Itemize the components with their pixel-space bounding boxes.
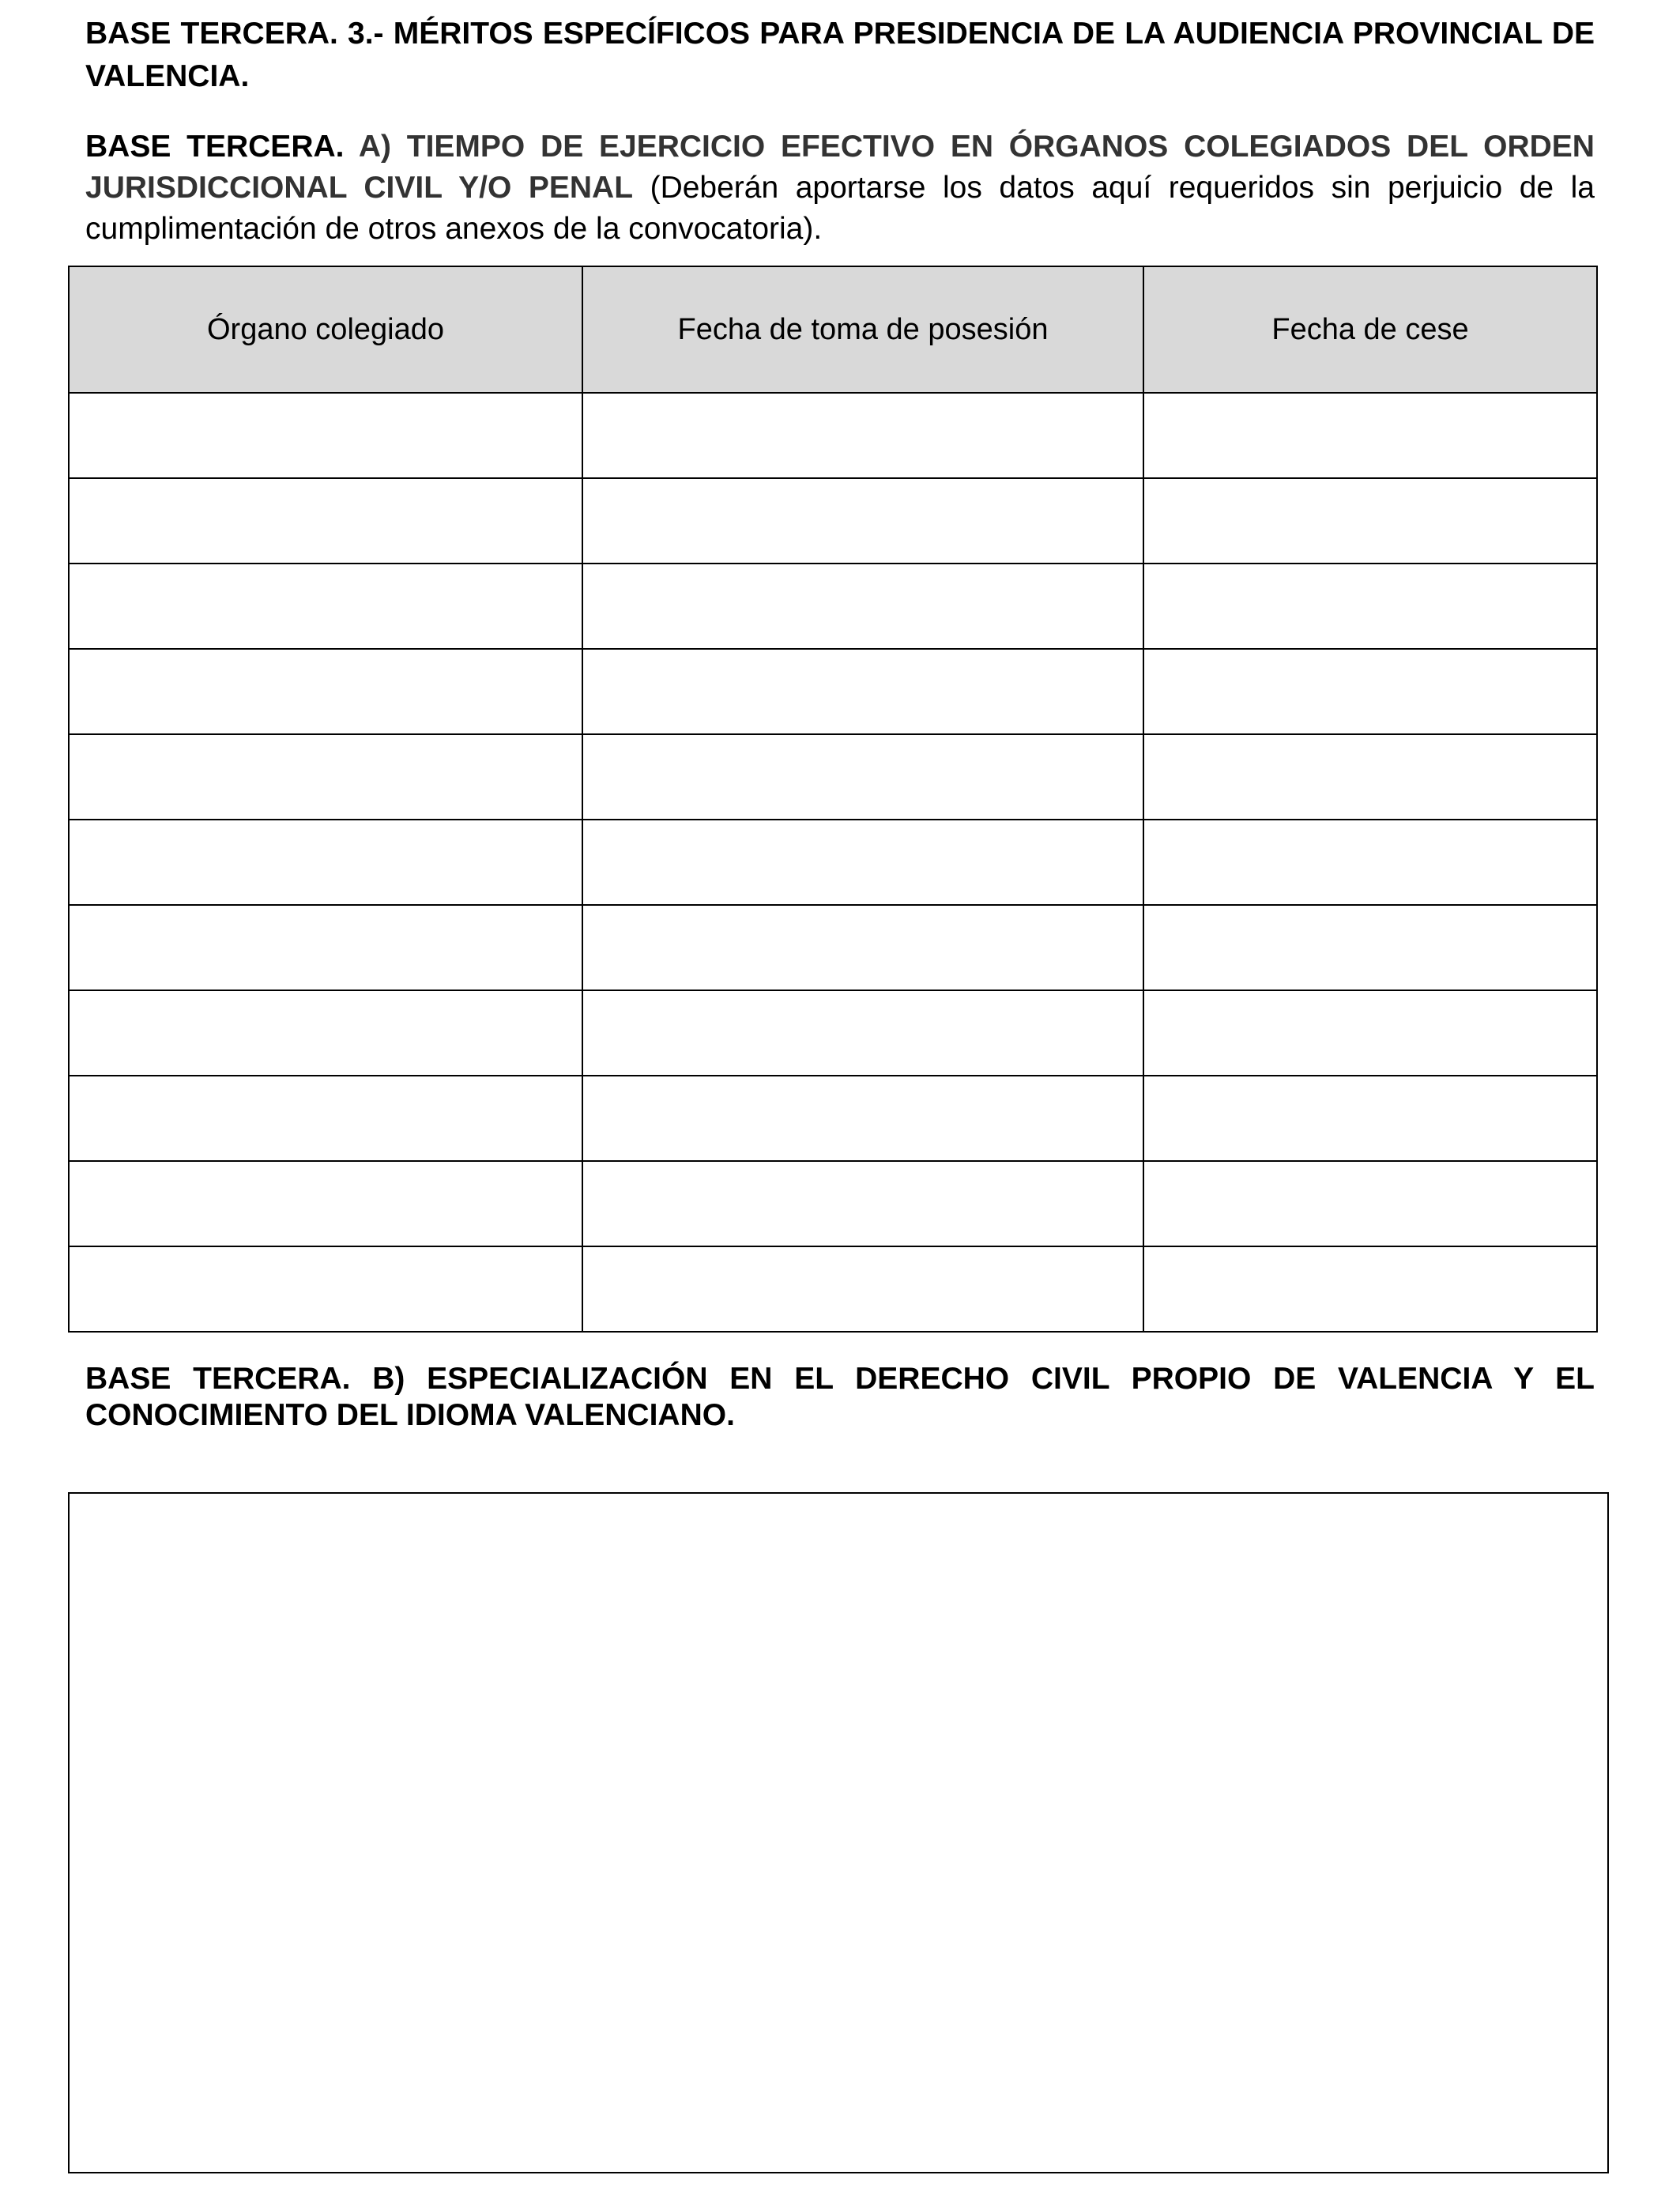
cell-organo-colegiado[interactable] [69,564,582,649]
cell-fecha-toma-posesion[interactable] [582,478,1143,564]
table-row [69,649,1597,734]
table-row [69,905,1597,990]
cell-organo-colegiado[interactable] [69,734,582,820]
table-row [69,478,1597,564]
cell-fecha-toma-posesion[interactable] [582,1246,1143,1332]
header-fecha-toma-posesion: Fecha de toma de posesión [582,266,1143,393]
cell-organo-colegiado[interactable] [69,1161,582,1246]
cell-fecha-cese[interactable] [1143,820,1597,905]
cell-fecha-toma-posesion[interactable] [582,990,1143,1076]
table-row [69,564,1597,649]
header-fecha-cese: Fecha de cese [1143,266,1597,393]
table-row [69,1246,1597,1332]
table-row [69,1076,1597,1161]
section-a-title: A) TIEMPO DE EJERCICIO EFECTIVO EN ÓRGANOS COLEGIADOS DEL ORDEN JURISDICCIONAL CIVIL Y/O PENAL [85,130,1595,205]
cell-fecha-cese[interactable] [1143,478,1597,564]
organos-colegiados-table [68,266,1598,1333]
cell-fecha-cese[interactable] [1143,1161,1597,1246]
table-row [69,990,1597,1076]
section-b-title: BASE TERCERA. B) ESPECIALIZACIÓN EN EL DERECHO CIVIL PROPIO DE VALENCIA Y EL CONOCIMIENTO DEL IDIOMA VALENCIANO. [85,1362,1595,1432]
cell-organo-colegiado[interactable] [69,1246,582,1332]
table-header-row [69,266,1597,393]
section-b-text-area[interactable] [68,1492,1609,2173]
table-row [69,734,1597,820]
cell-organo-colegiado[interactable] [69,478,582,564]
cell-organo-colegiado[interactable] [69,820,582,905]
cell-fecha-toma-posesion[interactable] [582,820,1143,905]
table-row [69,1161,1597,1246]
cell-fecha-cese[interactable] [1143,905,1597,990]
main-section-title: BASE TERCERA. 3.- MÉRITOS ESPECÍFICOS PARA PRESIDENCIA DE LA AUDIENCIA PROVINCIAL DE VALENCIA. [85,17,1595,93]
cell-fecha-toma-posesion[interactable] [582,905,1143,990]
cell-fecha-cese[interactable] [1143,564,1597,649]
cell-organo-colegiado[interactable] [69,990,582,1076]
table-row [69,393,1597,478]
cell-fecha-cese[interactable] [1143,734,1597,820]
cell-fecha-toma-posesion[interactable] [582,564,1143,649]
cell-fecha-cese[interactable] [1143,393,1597,478]
cell-fecha-cese[interactable] [1143,1076,1597,1161]
cell-fecha-cese[interactable] [1143,990,1597,1076]
cell-fecha-toma-posesion[interactable] [582,1161,1143,1246]
cell-organo-colegiado[interactable] [69,1076,582,1161]
section-a-note: (Deberán aportarse los datos aquí requeridos sin perjuicio de la cumplimentación de otros anexos de la convocatoria). [85,171,1595,246]
cell-fecha-cese[interactable] [1143,1246,1597,1332]
cell-fecha-toma-posesion[interactable] [582,1076,1143,1161]
table-row [69,820,1597,905]
section-a-lead: BASE TERCERA. [85,130,345,164]
header-organo-colegiado: Órgano colegiado [69,266,582,393]
section-a-heading [85,126,1595,250]
cell-fecha-toma-posesion[interactable] [582,734,1143,820]
cell-fecha-toma-posesion[interactable] [582,393,1143,478]
cell-organo-colegiado[interactable] [69,905,582,990]
cell-organo-colegiado[interactable] [69,649,582,734]
cell-organo-colegiado[interactable] [69,393,582,478]
cell-fecha-toma-posesion[interactable] [582,649,1143,734]
cell-fecha-cese[interactable] [1143,649,1597,734]
